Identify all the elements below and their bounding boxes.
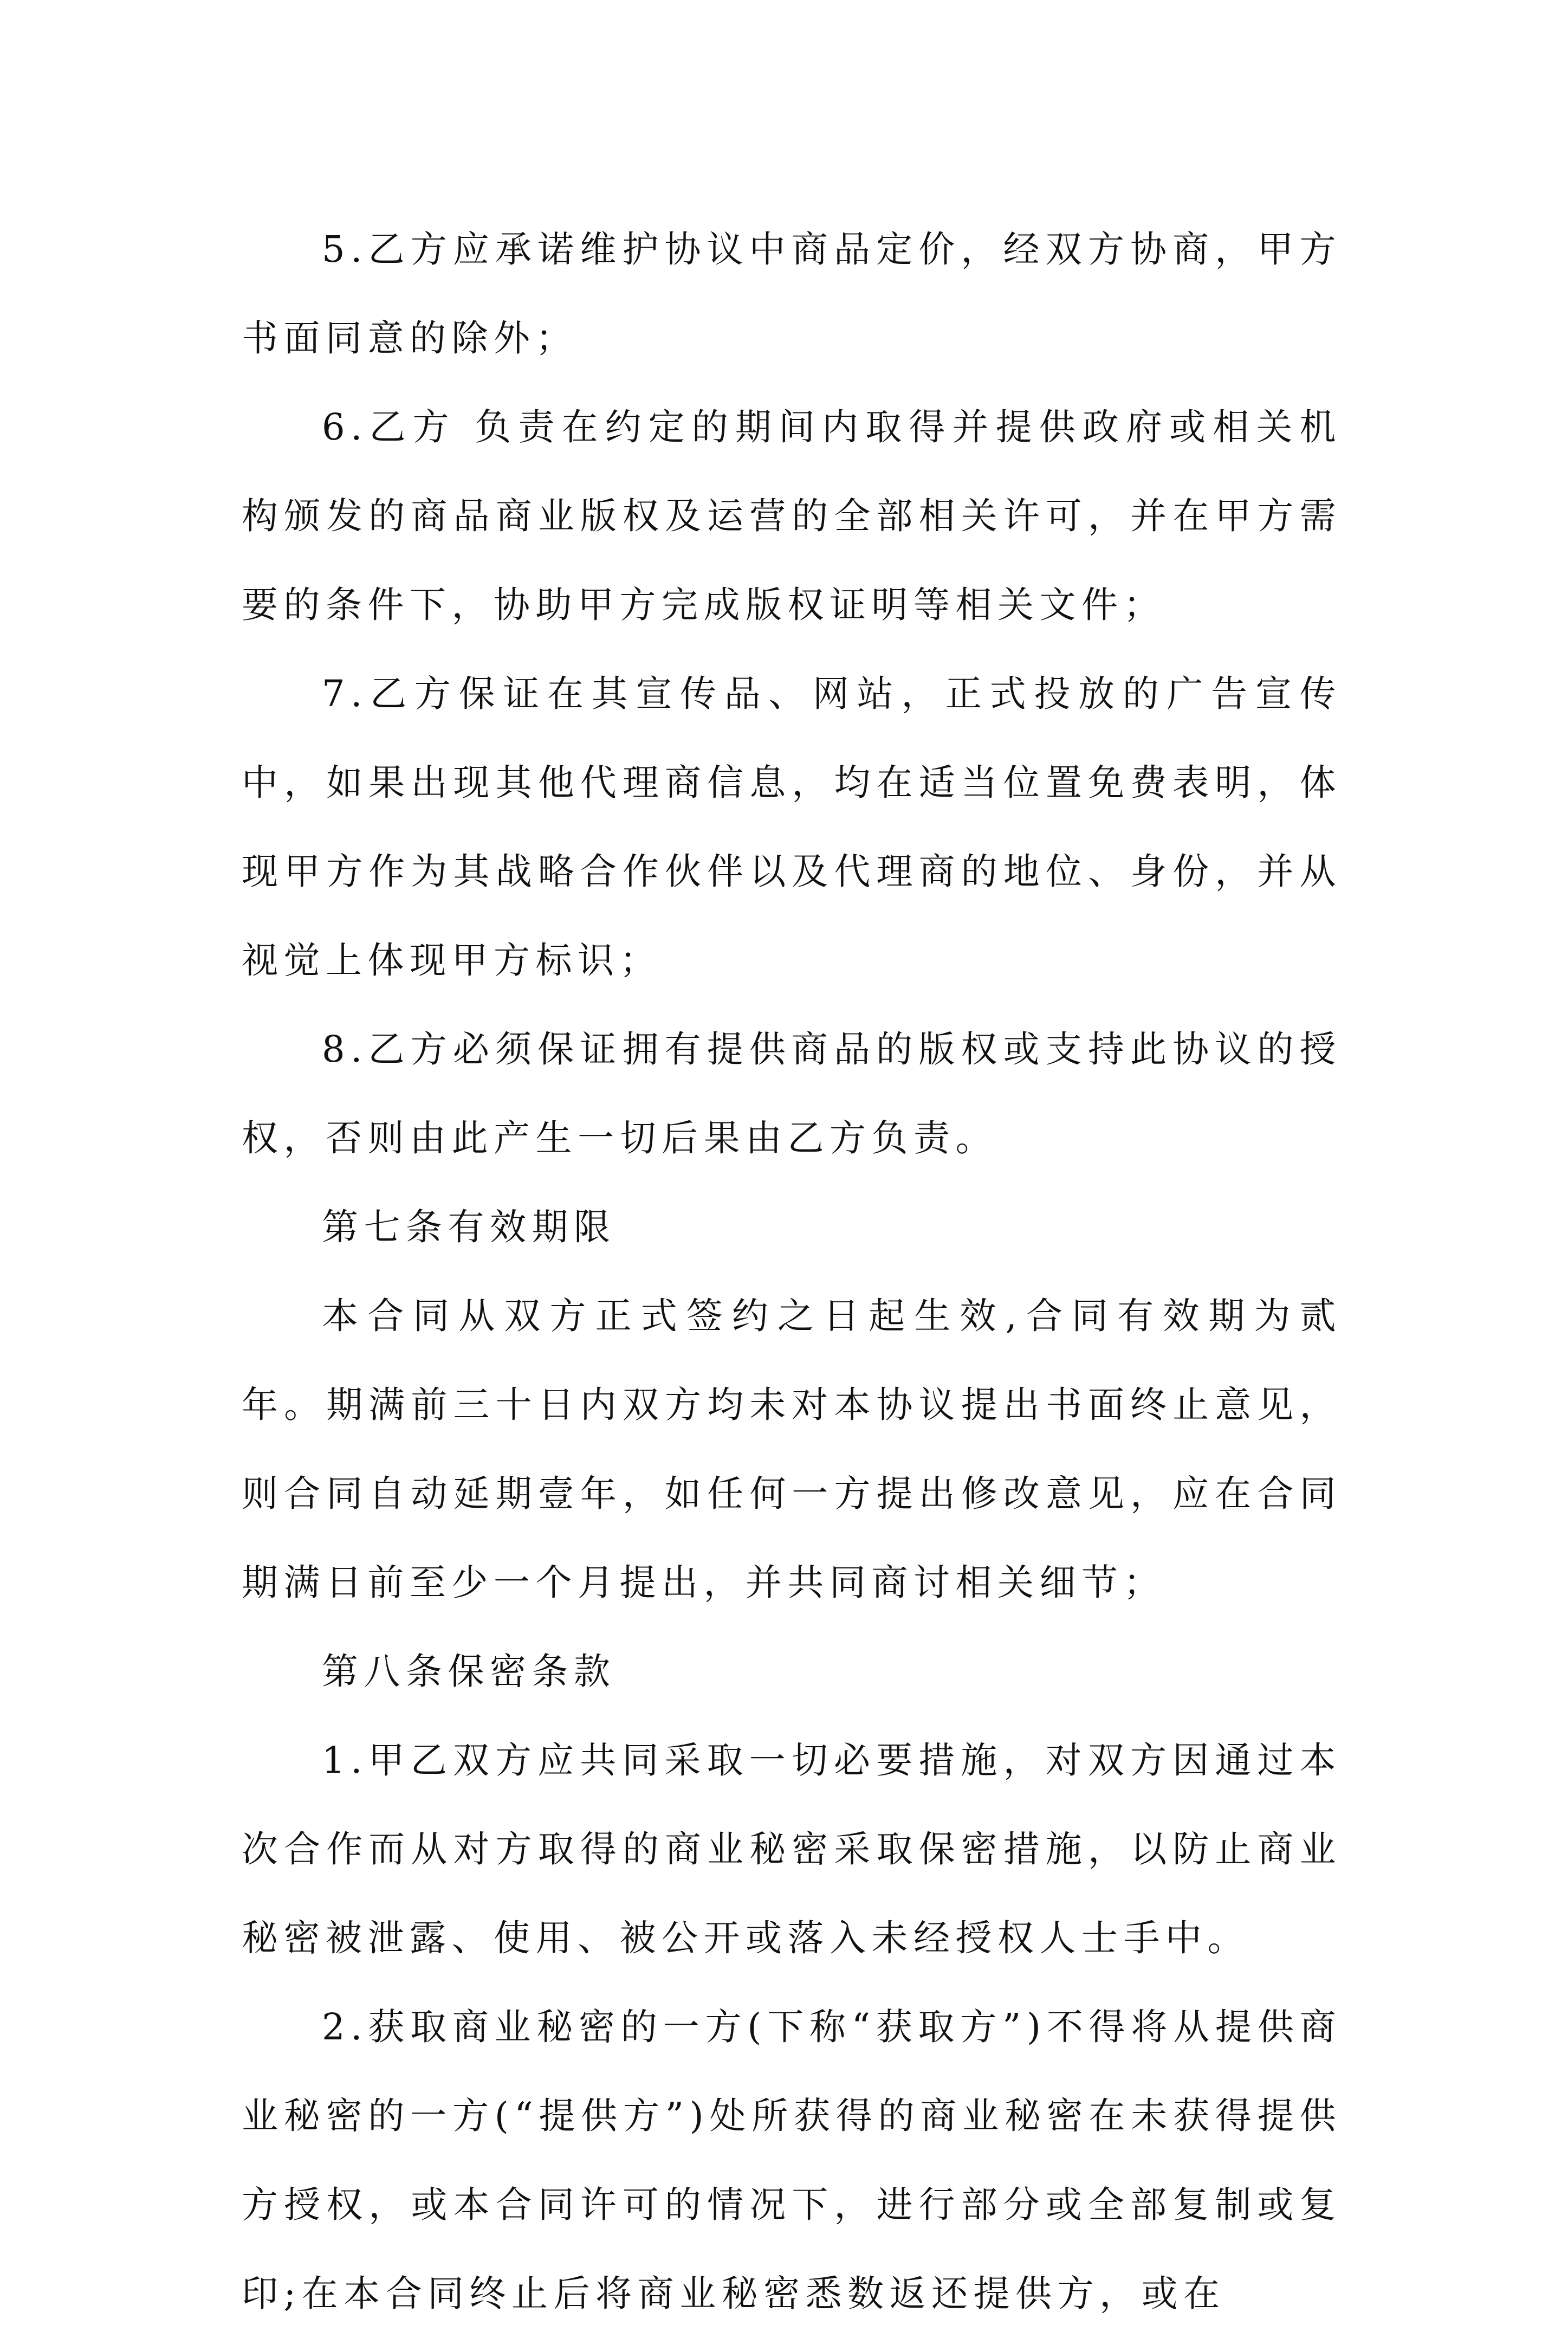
document-body <box>242 205 1342 2338</box>
section-heading-article-7: 第七条有效期限 <box>322 1206 616 1248</box>
section-heading-article-8: 第八条保密条款 <box>322 1650 616 1693</box>
clause-paragraph-6: 6.乙方 负责在约定的期间内取得并提供政府或相关机构颁发的商品商业版权及运营的全部相关许可，并在甲方需要的条件下，协助甲方完成版权证明等相关文件； <box>242 406 1342 626</box>
clause-paragraph-8: 8.乙方必须保证拥有提供商品的版权或支持此协议的授权，否则由此产生一切后果由乙方负责。 <box>242 1028 1342 1159</box>
clause-paragraph-5: 5.乙方应承诺维护协议中商品定价，经双方协商，甲方书面同意的除外； <box>242 228 1342 359</box>
validity-paragraph: 本合同从双方正式签约之日起生效,合同有效期为贰年。期满前三十日内双方均未对本协议提出书面终止意见，则合同自动延期壹年，如任何一方提出修改意见，应在合同期满日前至少一个月提出，并共同商讨相关细节； <box>242 1295 1342 1604</box>
clause-paragraph-7: 7.乙方保证在其宣传品、网站，正式投放的广告宣传中，如果出现其他代理商信息，均在适当位置免费表明，体现甲方作为其战略合作伙伴以及代理商的地位、身份，并从视觉上体现甲方标识； <box>242 673 1342 981</box>
confidentiality-paragraph-1: 1.甲乙双方应共同采取一切必要措施，对双方因通过本次合作而从对方取得的商业秘密采取保密措施，以防止商业秘密被泄露、使用、被公开或落入未经授权人士手中。 <box>242 1739 1342 1959</box>
confidentiality-paragraph-2: 2.获取商业秘密的一方(下称“获取方”)不得将从提供商业秘密的一方(“提供方”)处所获得的商业秘密在未获得提供方授权，或本合同许可的情况下，进行部分或全部复制或复印;在本合同终止后将商业秘密悉数返还提供方，或在 <box>242 2006 1342 2315</box>
